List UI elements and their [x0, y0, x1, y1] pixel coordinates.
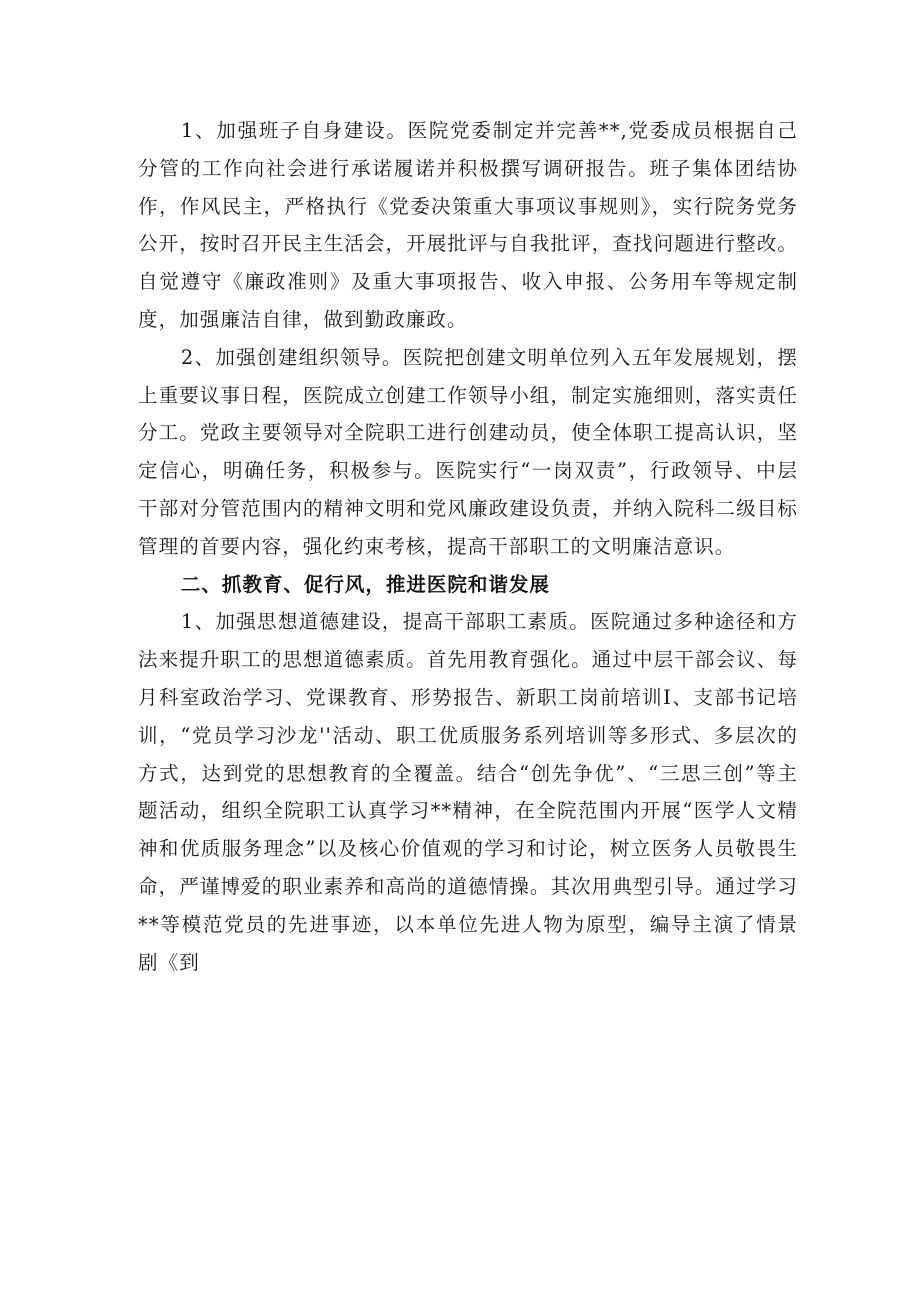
section-heading: 二、抓教育、促行风，推进医院和谐发展 [180, 572, 550, 596]
paragraph-ideological-moral-building: 1、加强思想道德建设，提高干部职工素质。医院通过多种途径和方法来提升职工的思想道德素质。首先用教育强化。通过中层干部会议、每月科室政治学习、党课教育、形势报告、新职工岗前培训I、支部书记培训，“党员学习沙龙''活动、职工优质服务系列培训等多形式、多层次的方式，达到党的思想教育的全覆盖。结合“创先争优”、“三思三创”等主题活动，组织全院职工认真学习**精神，在全院范围内开展“医学人文精神和优质服务理念”以及核心价值观的学习和讨论，树立医务人员敬畏生命，严谨博爱的职业素养和高尚的道德情操。其次用典型引导。通过学习**等模范党员的先进事迹，以本单位先进人物为原型，编导主演了情景剧《到 [138, 610, 798, 974]
paragraph-organization-leadership: 2、加强创建组织领导。医院把创建文明单位列入五年发展规划，摆上重要议事日程，医院成立创建工作领导小组，制定实施细则，落实责任分工。党政主要领导对全院职工进行创建动员，使全体职工提高认识，坚定信心，明确任务，积极参与。医院实行“一岗双责”，行政领导、中层干部对分管范围内的精神文明和党风廉政建设负责，并纳入院科二级目标管理的首要内容，强化约束考核，提高干部职工的文明廉洁意识。 [138, 345, 798, 558]
paragraph-team-building: 1、加强班子自身建设。医院党委制定并完善**,党委成员根据自己分管的工作向社会进行承诺履诺并积极撰写调研报告。班子集体团结协作，作风民主，严格执行《党委决策重大事项议事规则》，实行院务党务公开，按时召开民主生活会，开展批评与自我批评，查找问题进行整改。自觉遵守《廉政准则》及重大事项报告、收入申报、公务用车等规定制度，加强廉洁自律，做到勤政廉政。 [138, 119, 798, 331]
document-body [138, 112, 798, 981]
